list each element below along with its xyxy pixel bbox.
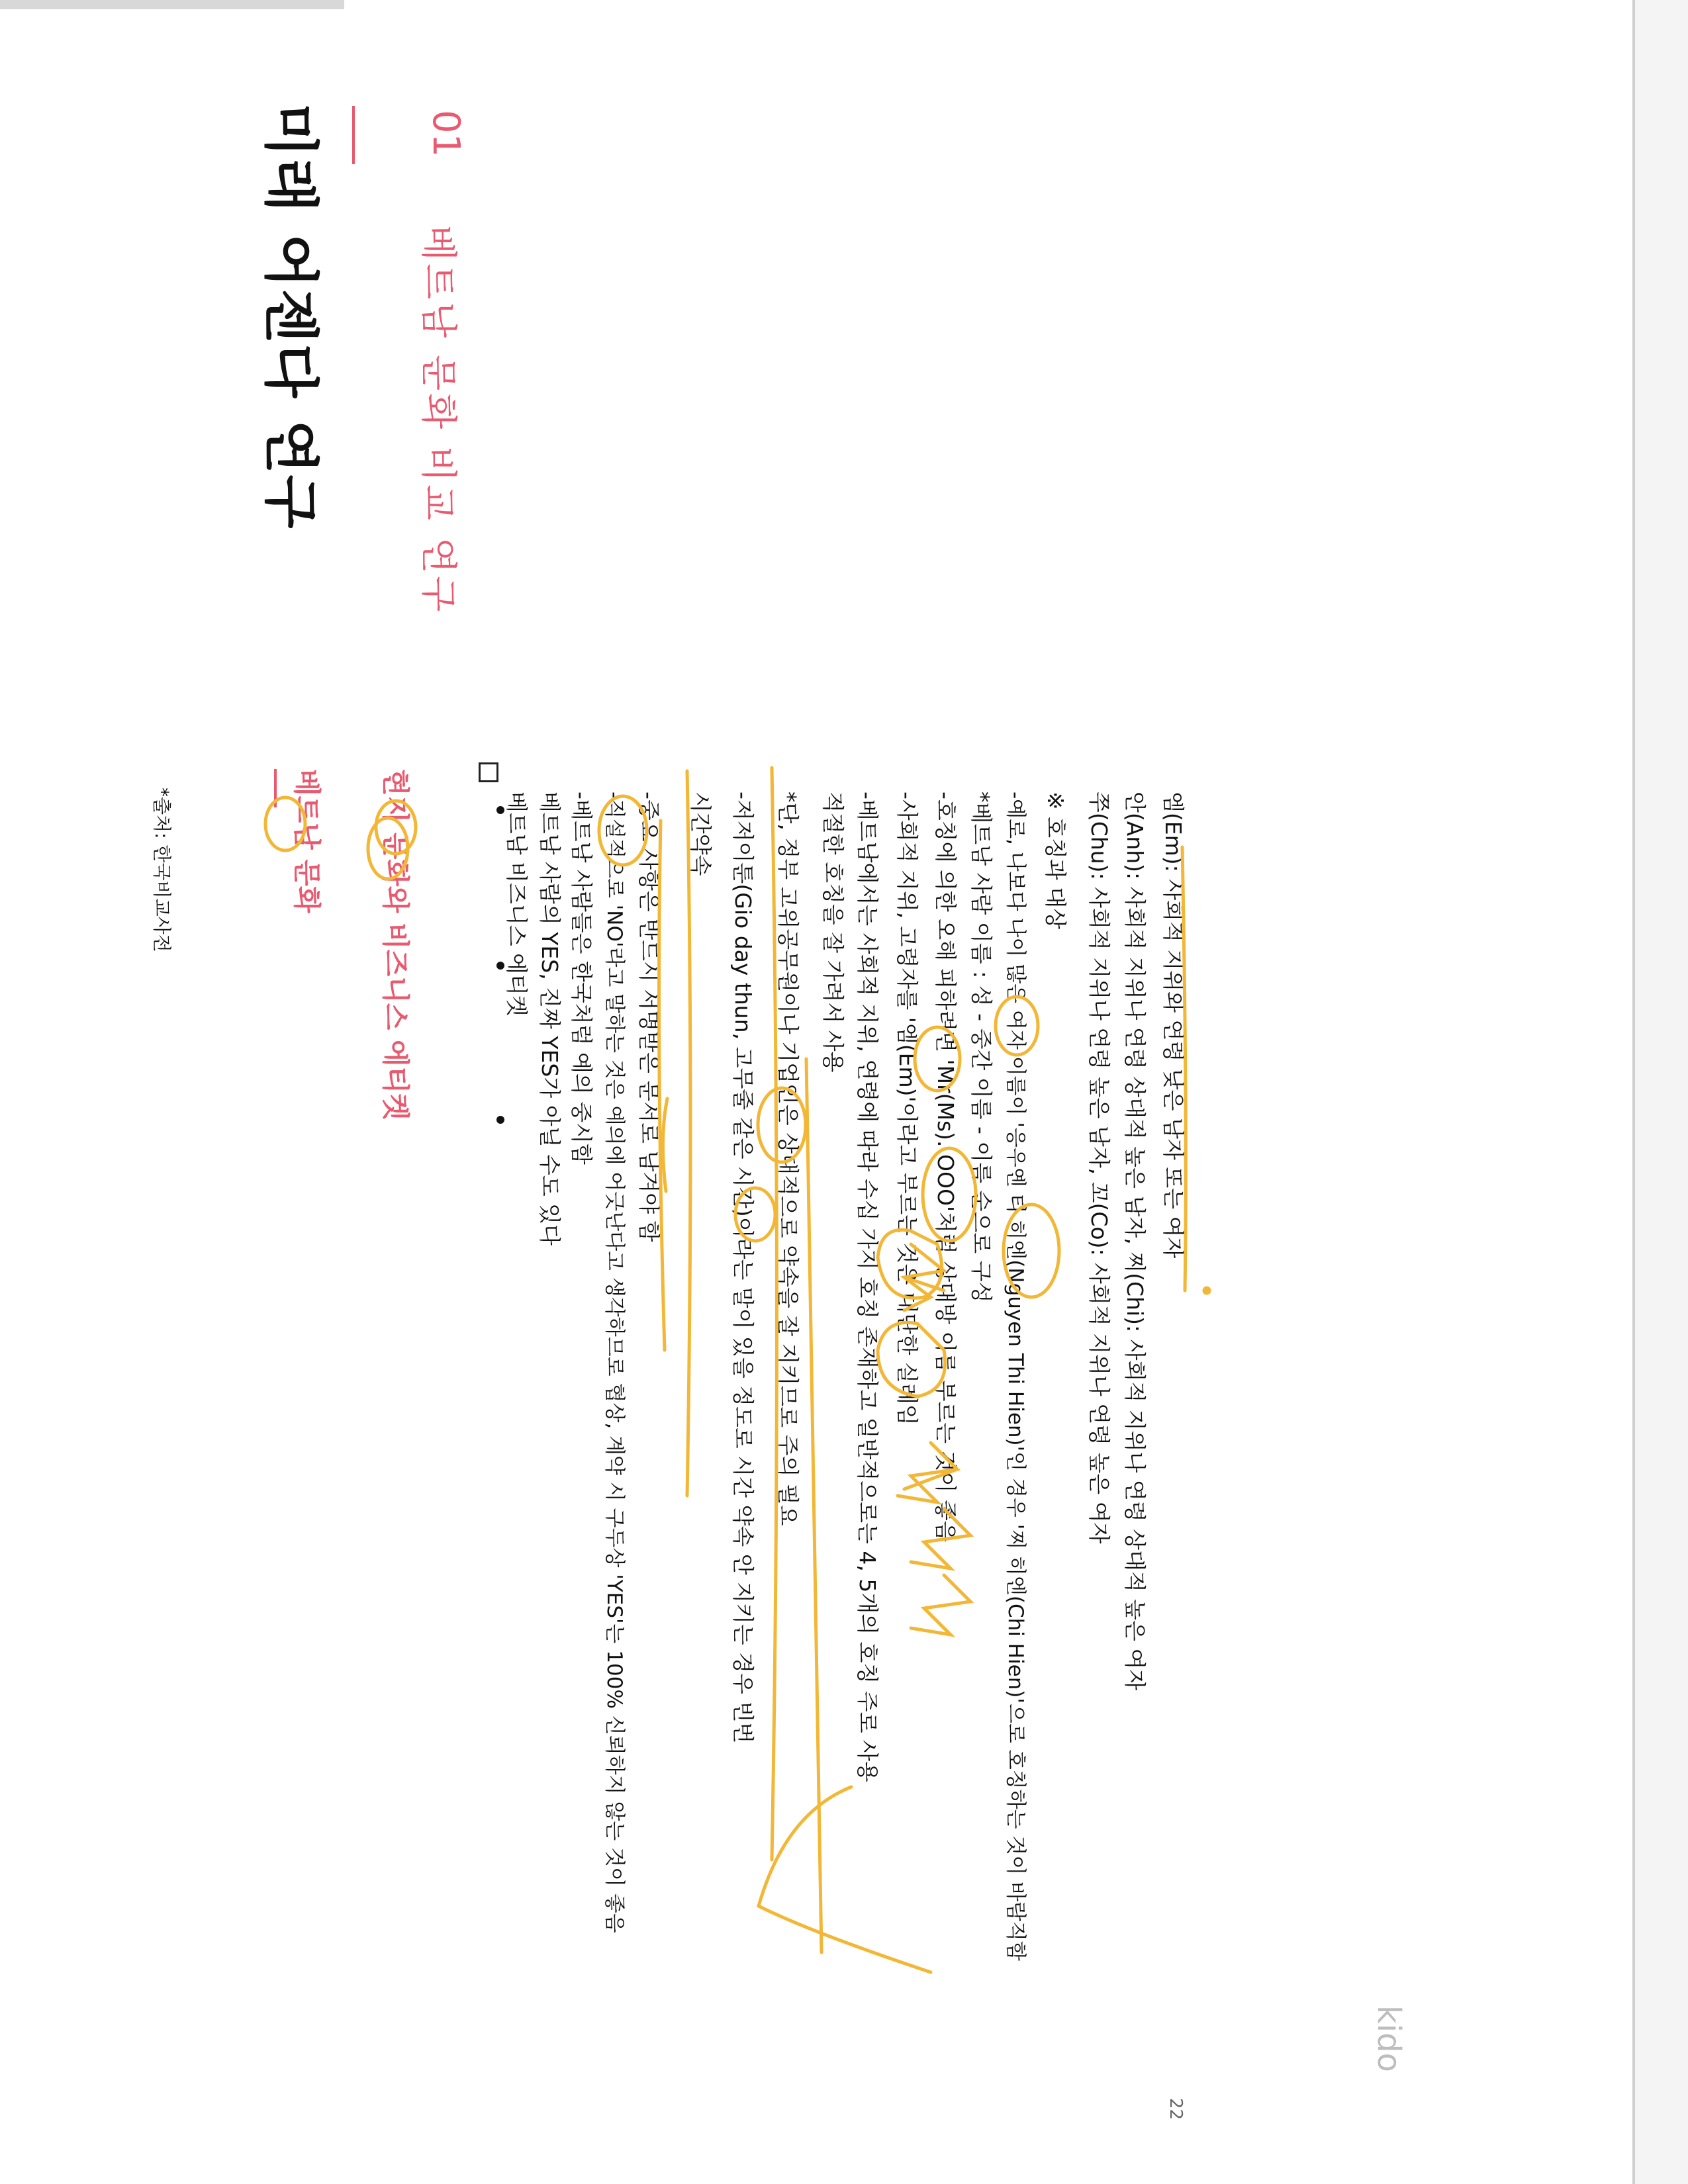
content-line: -저저이툰(Gio day thun, 고무줄 같은 시간)이라는 말이 있을 정도로 시간 약속 안 지키는 경우 빈번 [730, 792, 756, 1744]
annotation-underline [687, 771, 690, 1496]
annotation-underline [772, 768, 777, 1860]
annotation-scribble [898, 1443, 957, 1502]
annotation-circle [735, 1188, 775, 1241]
content-line: 엠(Em): 사회적 지위와 연령 낮은 남자 또는 여자 [1160, 792, 1186, 1259]
content-line: 베트남 비즈니스 에티켓 [504, 792, 530, 1017]
annotation-circle [1004, 1205, 1059, 1297]
content-line: -사회적 지위, 고령자를 '엠(Em)'이라고 부르는 것은 대단한 실례임 [894, 792, 920, 1426]
source-note: *출처: 한국비교사전 [151, 788, 173, 952]
content-line: 쭈(Chu): 사회적 지위나 연령 높은 남자, 꼬(Co): 사회적 지위나 연령 높은 여자 [1086, 792, 1112, 1544]
annotation-circle [758, 1088, 806, 1162]
annotation-underline [659, 821, 665, 1350]
content-line: -중요 사항은 반드시 서명받은 문서로 남겨야 함 [636, 792, 662, 1242]
content-heading: 베트남 문화 [291, 769, 323, 913]
content-line: 베트남 사람의 YES, 진짜 YES가 아닐 수도 있다 [537, 792, 563, 1246]
annotation-circle [368, 818, 408, 879]
annotation-scribble [904, 1244, 944, 1310]
section-number: 01 [424, 110, 467, 158]
scan-margin [1635, 0, 1688, 2184]
content-line: *베트남 사람 이름 : 성 - 중간 이름 - 이름 순으로 구성 [968, 792, 994, 1303]
content-line: 시간약속 [688, 792, 714, 876]
annotation-circle [915, 1027, 960, 1091]
content-line: -예로, 나보다 나이 많은 여자 이름이 '응우옌 티 히엔(Nguyen Thi Hien)'인 경우 '찌 히엔(Chi Hien)'으로 호칭하는 것이 바람직함 [1004, 792, 1027, 1961]
annotation-circle [878, 1322, 945, 1396]
annotation-circle [265, 797, 305, 850]
annotation-underline [1182, 847, 1186, 1291]
annotation-underline [806, 1059, 821, 1952]
annotation-circle [376, 801, 416, 854]
annotation-scribble [911, 1575, 970, 1635]
page-title: 미래 어젠다 연구 [258, 103, 323, 530]
annotation-circle [923, 1148, 976, 1241]
content-line: -직설적으로 'NO'라고 말하는 것은 예의에 어긋난다고 생각하므로 협상, 계약 시 구두상 'YES'는 100% 신뢰하지 않는 것이 좋음 [602, 792, 626, 1933]
content-line: 안(Anh): 사회적 지위나 연령 상대적 높은 남자, 찌(Chi): 사회적 지위나 연령 상대적 높은 여자 [1122, 792, 1148, 1691]
annotation-circle [599, 796, 647, 865]
annotation-scribble [911, 1509, 970, 1569]
content-line: -베트남 사람들은 한국처럼 예의 중시함 [569, 792, 594, 1165]
content-line: -호칭에 의한 오해 피하려면 'Mr(Ms). OOO'처럼 상대방 이름 부르는 것이 좋음 [933, 792, 959, 1542]
content-line: ※ 호칭과 대상 [1043, 792, 1068, 930]
content-line: *단, 정부 고위공무원이나 기업인은 상대적으로 약속을 잘 지키므로 주의 필요 [775, 792, 801, 1526]
page-number: 22 [1166, 2098, 1186, 2120]
content-line: 적절한 호칭을 잘 가려서 사용 [820, 792, 846, 1073]
annotation-check [759, 1787, 931, 1972]
brand-logo: kido [1370, 2005, 1407, 2072]
annotation-circle [996, 997, 1038, 1055]
content-line: -베트남에서는 사회적 지위, 연령에 따라 수십 가지 호칭 존재하고 일반적으로는 4, 5개의 호칭 주로 사용 [855, 792, 880, 1782]
annotation-underline [663, 1099, 667, 1191]
section-title: 베트남 문화 비교 연구 [416, 225, 459, 615]
annotation-dot [1204, 1288, 1209, 1293]
content-subheading: 현지 문화와 비즈니스 에티켓 [379, 769, 412, 1120]
